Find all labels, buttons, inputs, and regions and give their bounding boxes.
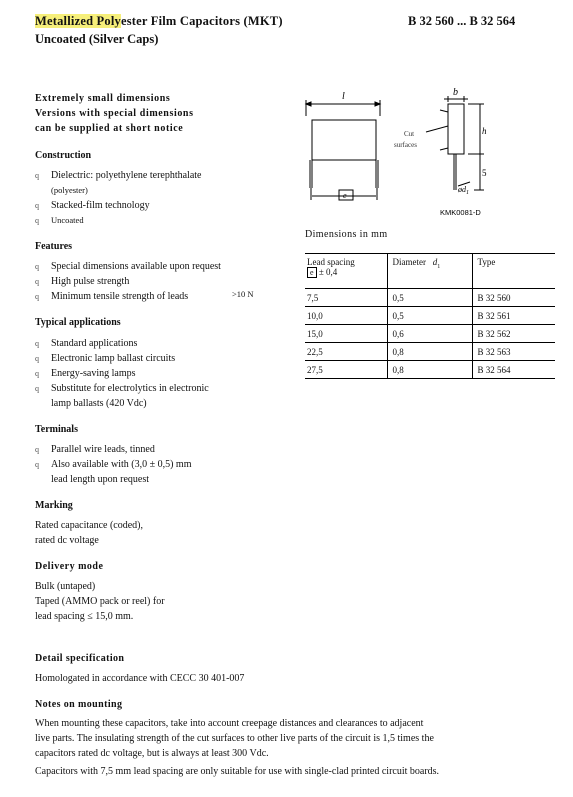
bullet-icon: q bbox=[35, 216, 39, 225]
drawing-code: KMK0081-D bbox=[440, 208, 481, 217]
list-item: q Also available with (3,0 ± 0,5) mm lead length upon request bbox=[35, 459, 192, 485]
table-row: 7,5 0,5 B 32 560 bbox=[305, 289, 555, 307]
terminals-list bbox=[35, 442, 191, 487]
label-b: b bbox=[453, 87, 458, 98]
intro-line: can be supplied at short notice bbox=[35, 123, 184, 134]
marking-text: Rated capacitance (coded), rated dc voltage bbox=[35, 520, 143, 546]
bullet-icon: q bbox=[35, 171, 39, 180]
table-header-row bbox=[305, 254, 555, 289]
tensile-value: >10 N bbox=[232, 289, 254, 299]
symbol-e-box: e bbox=[307, 267, 317, 278]
title-highlight: Metallized Poly bbox=[35, 14, 121, 28]
list-item: q Electronic lamp ballast circuits bbox=[35, 353, 176, 364]
intro-block bbox=[35, 91, 194, 136]
header-type: Type bbox=[472, 254, 555, 289]
table-row: 27,5 0,8 B 32 564 bbox=[305, 361, 555, 379]
bullet-icon: q bbox=[35, 262, 39, 271]
features-heading: Features bbox=[35, 241, 73, 252]
construction-heading: Construction bbox=[35, 150, 92, 161]
list-item: q High pulse strength bbox=[35, 276, 130, 287]
list-item: q Standard applications bbox=[35, 338, 138, 349]
bullet-icon: q bbox=[35, 460, 39, 469]
bullet-icon: q bbox=[35, 277, 39, 286]
bullet-icon: q bbox=[35, 339, 39, 348]
bullet-icon: q bbox=[35, 445, 39, 454]
tolerance-value: ± 0,5) mm bbox=[149, 459, 192, 470]
list-item: q Special dimensions available upon request bbox=[35, 261, 221, 272]
list-item-sub: (polyester) bbox=[51, 185, 88, 195]
page-title bbox=[35, 14, 283, 29]
mounting-text: When mounting these capacitors, take into account creepage distances and clearances to adjacent live parts. The insulating strength of the cut surfaces to other live parts of the circuit is 1,5 times the capacitors rated dc voltage, but is always at least 300 Vdc. Capacitors with 7,5 mm lead spacing are only suitable for use with single-clad printed circuit boards. bbox=[35, 718, 440, 777]
mounting-heading: Notes on mounting bbox=[35, 699, 123, 710]
bullet-icon: q bbox=[35, 201, 39, 210]
capacitor-side-body bbox=[312, 120, 376, 160]
header-diameter: Diameter $d_1$ bbox=[387, 254, 472, 289]
table-row: 15,0 0,6 B 32 562 bbox=[305, 325, 555, 343]
cut-label-1: Cut bbox=[404, 130, 415, 138]
dimensions-table bbox=[305, 253, 555, 379]
part-numbers: B 32 560 ... B 32 564 bbox=[408, 14, 516, 28]
terminals-heading: Terminals bbox=[35, 424, 78, 435]
label-e: e bbox=[343, 191, 347, 200]
capacitor-front-body bbox=[448, 104, 464, 154]
bullet-icon: q bbox=[35, 384, 39, 393]
page-subtitle: Uncoated (Silver Caps) bbox=[35, 32, 159, 46]
marking-heading: Marking bbox=[35, 500, 73, 511]
delivery-heading: Delivery mode bbox=[35, 561, 104, 572]
list-item: q Parallel wire leads, tinned bbox=[35, 444, 155, 455]
list-item: q Substitute for electrolytics in electronic lamp ballasts (420 Vdc) bbox=[35, 383, 209, 409]
label-d1: $ød_1$ bbox=[458, 185, 469, 196]
dimensions-caption: Dimensions in mm bbox=[305, 229, 388, 240]
spacing-value: ≤ 15,0 mm. bbox=[87, 611, 134, 622]
list-item: q Uncoated bbox=[35, 213, 201, 228]
intro-line: Extremely small dimensions bbox=[35, 93, 171, 104]
bullet-icon: q bbox=[35, 354, 39, 363]
bullet-icon: q bbox=[35, 292, 39, 301]
header-lead-spacing: Lead spacing e ± 0,4 bbox=[305, 254, 387, 289]
list-item: q Stacked-film technology bbox=[35, 200, 150, 211]
label-h: h bbox=[482, 126, 487, 136]
construction-list bbox=[35, 168, 201, 228]
applications-list bbox=[35, 336, 209, 411]
label-l: l bbox=[342, 91, 345, 102]
applications-heading: Typical applications bbox=[35, 317, 121, 328]
dimension-drawing bbox=[298, 86, 504, 222]
detail-text: Homologated in accordance with CECC 30 401-007 bbox=[35, 673, 245, 684]
delivery-text: Bulk (untaped) Taped (AMMO pack or reel) for lead spacing ≤ 15,0 mm. bbox=[35, 581, 165, 622]
list-item: q Energy-saving lamps bbox=[35, 368, 136, 379]
table-row: 22,5 0,8 B 32 563 bbox=[305, 343, 555, 361]
cut-label-2: surfaces bbox=[394, 141, 417, 149]
list-item: q Dielectric: polyethylene terephthalate (polyester) bbox=[35, 170, 202, 195]
bullet-icon: q bbox=[35, 369, 39, 378]
features-list bbox=[35, 259, 221, 304]
table-row: 10,0 0,5 B 32 561 bbox=[305, 307, 555, 325]
title-rest: ester Film Capacitors (MKT) bbox=[120, 14, 283, 28]
detail-heading: Detail specification bbox=[35, 653, 125, 664]
intro-line: Versions with special dimensions bbox=[35, 108, 194, 119]
label-5: 5 bbox=[482, 168, 487, 178]
list-item: q Minimum tensile strength of leads bbox=[35, 291, 189, 302]
